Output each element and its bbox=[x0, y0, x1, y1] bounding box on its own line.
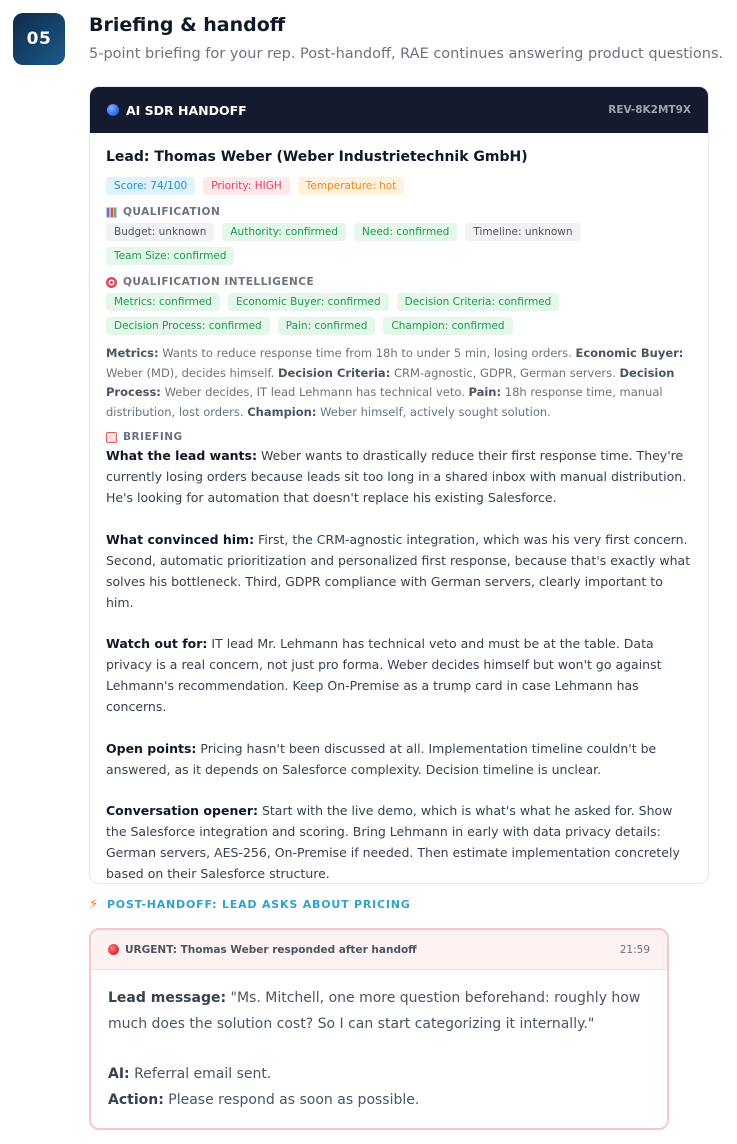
detail-text: Weber decides, IT lead Lehmann has technical veto. bbox=[164, 385, 465, 399]
handoff-card-title: AI SDR HANDOFF bbox=[126, 102, 247, 118]
detail-key: Champion: bbox=[247, 404, 317, 419]
intelligence-heading bbox=[106, 276, 692, 288]
detail-key: Decision Criteria: bbox=[277, 365, 391, 380]
briefing-point-text: Pricing hasn't been discussed at all. Implementation timeline couldn't be answered, as it depends on Salesforce complexity. Decision timeline is unclear. bbox=[106, 740, 657, 777]
briefing-point bbox=[106, 800, 692, 884]
action-required bbox=[108, 1088, 650, 1114]
briefing-point-text: Weber wants to drastically reduce their first response time. They're currently losing orders because leads sit too long in a shared inbox with manual distribution. He's looking for automation that doesn't replace his existing Salesforce. bbox=[106, 448, 687, 505]
authority-chip: Authority: confirmed bbox=[222, 223, 346, 241]
champion-chip: Champion: confirmed bbox=[383, 317, 512, 335]
intelligence-heading-label: QUALIFICATION INTELLIGENCE bbox=[123, 276, 315, 288]
lead-message bbox=[108, 986, 650, 1037]
post-handoff-heading bbox=[89, 897, 411, 912]
intelligence-chips bbox=[106, 293, 692, 335]
briefing-point-key: Conversation opener: bbox=[106, 803, 258, 818]
detail-key: Economic Buyer: bbox=[575, 346, 684, 360]
intelligence-details bbox=[106, 344, 692, 422]
action-text: Please respond as soon as possible. bbox=[168, 1091, 420, 1108]
detail-text: Wants to reduce response time from 18h to under 5 min, losing orders. bbox=[162, 346, 572, 360]
detail-text: CRM-agnostic, GDPR, German servers. bbox=[393, 365, 616, 380]
economic-buyer-chip: Economic Buyer: confirmed bbox=[228, 293, 389, 311]
lead-message-text: "Ms. Mitchell, one more question beforehand: roughly how much does the solution cost? So I can start categorizing it internally." bbox=[108, 990, 641, 1032]
urgent-alert-time: 21:59 bbox=[619, 943, 650, 956]
briefing-point bbox=[106, 633, 692, 717]
briefing-point-key: Open points: bbox=[106, 740, 197, 756]
briefing-point bbox=[106, 738, 692, 780]
briefing-point-key: What convinced him: bbox=[106, 531, 255, 547]
briefing-points bbox=[106, 445, 692, 884]
urgent-alert-title: URGENT: Thomas Weber responded after handoff bbox=[125, 943, 417, 956]
qualification-heading-label: QUALIFICATION bbox=[123, 206, 221, 218]
target-icon bbox=[106, 277, 117, 288]
ai-status bbox=[108, 1062, 650, 1088]
score-chip: Score: 74/100 bbox=[106, 177, 195, 195]
qualification-heading bbox=[106, 206, 692, 218]
briefing-point-text: First, the CRM-agnostic integration, which was his very first concern. Second, automatic prioritization and personalized first response, because that's exactly what solves his bottleneck. Third, GDPR compliance with German servers, clearly important to him. bbox=[106, 531, 691, 610]
urgent-alert-card bbox=[89, 928, 669, 1130]
briefing-point-text: Start with the live demo, which is what's what he asked for. Show the Salesforce integration and scoring. Bring Lehmann in early with data privacy details: German servers, AES-256, On-Premise if needed. Then estimate implementation concretely based on their Salesforce structure. bbox=[106, 803, 680, 881]
need-chip: Need: confirmed bbox=[354, 223, 457, 241]
urgent-alert-body bbox=[91, 970, 667, 1113]
pain-chip: Pain: confirmed bbox=[278, 317, 376, 335]
budget-chip: Budget: unknown bbox=[106, 223, 214, 241]
team-size-chip: Team Size: confirmed bbox=[106, 247, 234, 265]
ai-status-text: Referral email sent. bbox=[134, 1066, 272, 1082]
metrics-chip: Metrics: confirmed bbox=[106, 293, 220, 311]
handoff-card-header bbox=[90, 87, 708, 133]
section-subtitle: 5-point briefing for your rep. Post-handoff, RAE continues answering product questions. bbox=[89, 46, 724, 62]
briefing-point bbox=[106, 529, 692, 613]
red-circle-icon bbox=[108, 944, 119, 955]
briefing-heading-label: BRIEFING bbox=[123, 431, 183, 443]
detail-key: Decision Process: bbox=[106, 365, 675, 399]
detail-text: 18h response time, manual distribution, lost orders. bbox=[106, 385, 663, 419]
bar-chart-icon bbox=[106, 207, 117, 218]
score-chips bbox=[106, 177, 692, 195]
briefing-heading bbox=[106, 431, 692, 443]
lead-message-key: Lead message: bbox=[108, 990, 227, 1006]
ai-status-key: AI: bbox=[108, 1066, 130, 1082]
timeline-chip: Timeline: unknown bbox=[465, 223, 580, 241]
handoff-reference-id: REV-8K2MT9X bbox=[608, 104, 691, 116]
step-number-badge: 05 bbox=[13, 13, 65, 65]
action-key: Action: bbox=[108, 1091, 164, 1108]
detail-text: Weber himself, actively sought solution. bbox=[320, 404, 551, 419]
detail-key: Metrics: bbox=[106, 346, 159, 360]
detail-text: Weber (MD), decides himself. bbox=[106, 365, 275, 380]
priority-chip: Priority: HIGH bbox=[203, 177, 290, 195]
briefing-point-text: IT lead Mr. Lehmann has technical veto and must be at the table. Data privacy is a real concern, not just pro forma. Weber decides himself but won't go against Lehmann's recommendation. Keep On-Premise as a trump card in case Lehmann has concerns. bbox=[106, 636, 662, 714]
notepad-icon bbox=[106, 432, 117, 443]
post-handoff-heading-label: POST-HANDOFF: LEAD ASKS ABOUT PRICING bbox=[106, 898, 411, 911]
qualification-chips bbox=[106, 223, 692, 265]
decision-criteria-chip: Decision Criteria: confirmed bbox=[397, 293, 560, 311]
decision-process-chip: Decision Process: confirmed bbox=[106, 317, 270, 335]
globe-icon bbox=[107, 104, 119, 116]
briefing-point-key: What the lead wants: bbox=[106, 448, 257, 463]
handoff-card-body bbox=[90, 133, 708, 884]
urgent-alert-header bbox=[91, 930, 667, 970]
briefing-point-key: Watch out for: bbox=[106, 636, 208, 651]
detail-key: Pain: bbox=[468, 385, 502, 399]
temperature-chip: Temperature: hot bbox=[298, 177, 405, 195]
briefing-point bbox=[106, 445, 692, 508]
section-title: Briefing & handoff bbox=[89, 14, 286, 36]
lead-name: Lead: Thomas Weber (Weber Industrietechnik GmbH) bbox=[106, 149, 528, 165]
lightning-icon: ⚡ bbox=[89, 897, 99, 912]
handoff-card bbox=[89, 86, 709, 884]
